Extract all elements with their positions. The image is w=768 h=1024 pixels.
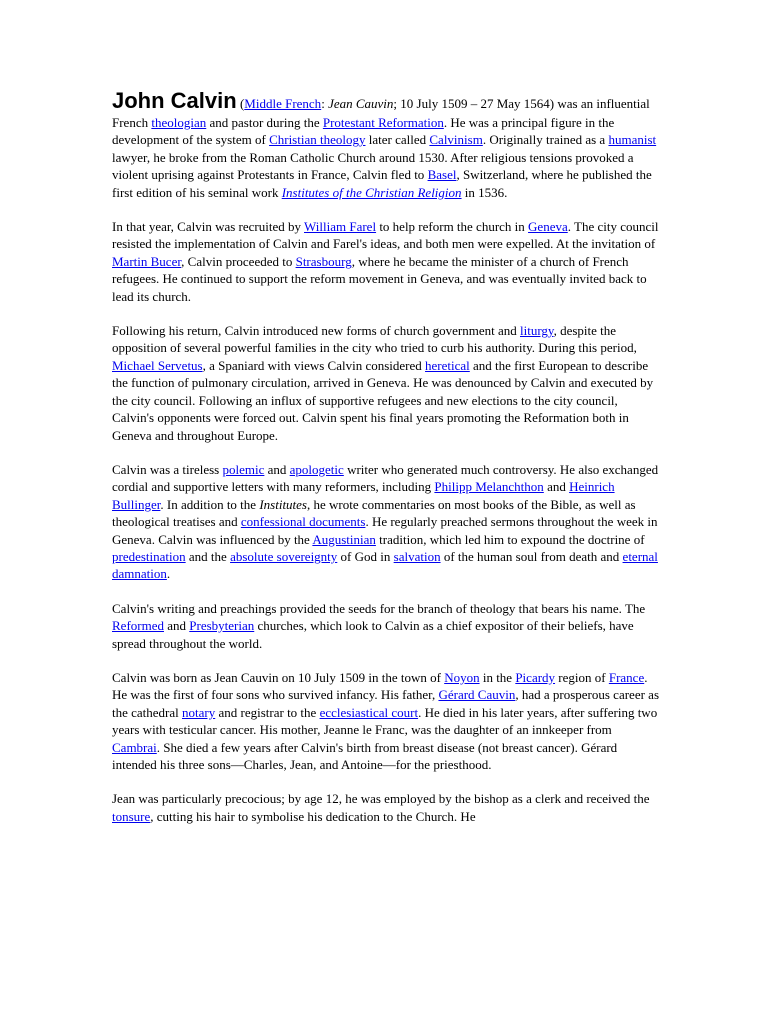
body-text: later called	[365, 132, 430, 148]
body-text: , where he became the minister of a church of French refugees. He continued to support the reform movement in Geneva, and was eventually invited back to lead its church.	[112, 253, 647, 304]
wiki-link[interactable]: Martin Bucer	[112, 253, 182, 269]
wiki-link[interactable]: Christian theology	[269, 132, 366, 148]
wiki-link[interactable]: absolute sovereignty	[230, 548, 338, 564]
wiki-link[interactable]: tonsure	[112, 808, 151, 824]
body-text: and pastor during the	[206, 115, 323, 130]
body-text: (	[239, 96, 245, 111]
wiki-link[interactable]: theologian	[151, 115, 207, 130]
body-text: , a Spaniard with views Calvin considered	[202, 357, 426, 373]
body-text: Calvin was a tireless	[112, 461, 223, 477]
body-text: In that year, Calvin was recruited by	[112, 219, 305, 235]
wiki-link[interactable]: salvation	[393, 548, 441, 564]
wiki-link[interactable]: Protestant Reformation	[322, 115, 444, 130]
wiki-link[interactable]: humanist	[608, 132, 657, 148]
article-title: John Calvin	[112, 88, 237, 113]
paragraph	[112, 790, 660, 825]
wiki-link[interactable]: Michael Servetus	[112, 357, 203, 373]
wiki-link[interactable]: notary	[182, 704, 216, 720]
body-text: Jean Cauvin	[328, 96, 394, 111]
body-text: to help reform the church in	[376, 219, 529, 235]
wiki-link[interactable]: Philipp Melanchthon	[434, 479, 544, 495]
wiki-link[interactable]: Reformed	[112, 618, 164, 634]
body-text: Jean was particularly precocious; by age 12, he was employed by the bishop as a clerk and received the	[112, 791, 650, 807]
body-text: and the	[185, 548, 231, 564]
body-text: , Calvin proceeded to	[181, 253, 296, 269]
article-body	[112, 88, 660, 842]
wiki-link[interactable]: Strasbourg	[295, 253, 352, 269]
body-text: Following his return, Calvin introduced new forms of church government and	[112, 323, 520, 339]
body-text: , had a prosperous career as the cathedral	[112, 687, 659, 720]
wiki-link[interactable]: Basel	[427, 167, 457, 183]
body-text: and	[264, 461, 290, 477]
body-text: , Switzerland, where he published the first edition of his seminal work	[112, 167, 652, 200]
wiki-link[interactable]: predestination	[112, 548, 186, 564]
wiki-link[interactable]: Gérard Cauvin	[438, 687, 516, 703]
body-text: churches, which look to Calvin as a chief expositor of their beliefs, have spread throughout the world.	[112, 618, 634, 651]
body-text: of God in	[337, 548, 394, 564]
body-text: of the human soul from death and	[440, 548, 623, 564]
body-text: , cutting his hair to symbolise his dedication to the Church. He	[150, 808, 476, 824]
body-text: . The city council resisted the implementation of Calvin and Farel's ideas, and both men were expelled. At the invitation of	[112, 219, 659, 252]
wiki-link[interactable]: ecclesiastical court	[319, 704, 419, 720]
wiki-link[interactable]: Calvinism	[429, 132, 483, 148]
body-text: and registrar to the	[215, 704, 320, 720]
wiki-link[interactable]: polemic	[222, 461, 265, 477]
body-text: . She died a few years after Calvin's birth from breast disease (not breast cancer). Gérard intended his three sons—Charles, Jean, and Antoine—for the priesthood.	[112, 739, 618, 772]
body-text: Calvin's writing and preachings provided the seeds for the branch of theology that bears his name. The	[112, 600, 646, 616]
wiki-link[interactable]: eternal damnation	[112, 548, 658, 582]
body-text: in 1536.	[461, 184, 508, 200]
wiki-link[interactable]: Augustinian	[312, 531, 376, 547]
body-text: writer who generated much controversy. He also exchanged cordial and supportive letters with many reformers, including	[112, 461, 659, 495]
wiki-link[interactable]: Heinrich Bullinger	[112, 479, 615, 512]
paragraph	[112, 669, 660, 773]
body-text: .	[166, 566, 171, 582]
paragraph	[112, 600, 660, 652]
body-text: and the first European to describe the function of pulmonary circulation, arrived in Geneva. He was denounced by Calvin and executed by the city council. Following an influx of supportive refugees and new elections to the city council, Calvin's opponents were forced out. Calvin spent his final years promoting the Reformation both in Geneva and throughout Europe.	[112, 357, 654, 443]
body-text: , despite the opposition of several powerful families in the city who tried to curb his authority. During this period,	[112, 323, 637, 356]
body-text: . He regularly preached sermons throughout the week in Geneva. Calvin was influenced by the	[112, 514, 658, 547]
wiki-link[interactable]: Geneva	[528, 219, 568, 235]
body-text: :	[321, 96, 329, 111]
wiki-link[interactable]: Noyon	[444, 669, 480, 685]
wiki-link[interactable]: liturgy	[519, 323, 554, 339]
body-text: and	[543, 479, 570, 495]
wiki-link[interactable]: Presbyterian	[189, 618, 255, 634]
body-text: region of	[555, 669, 609, 685]
body-text: in the	[479, 669, 516, 685]
paragraph	[112, 322, 660, 444]
wiki-link[interactable]: Institutes of the Christian Religion	[281, 184, 462, 200]
body-text: . Originally trained as a	[482, 132, 609, 148]
paragraph	[112, 88, 660, 201]
body-text: . He died in his later years, after suffering two years with testicular cancer. His mother, Jeanne le Franc, was the daughter of an innkeeper from	[112, 704, 658, 738]
body-text: and	[163, 618, 190, 634]
body-text: Calvin was born as Jean Cauvin on 10 July 1509 in the town of	[112, 669, 445, 685]
body-text: , he wrote commentaries on most books of the Bible, as well as theological treatises and	[112, 496, 636, 530]
wiki-link[interactable]: William Farel	[304, 219, 377, 235]
wiki-link[interactable]: Cambrai	[112, 739, 157, 755]
wiki-link[interactable]: apologetic	[289, 461, 344, 477]
body-text: lawyer, he broke from the Roman Catholic Church around 1530. After religious tensions provoked a violent uprising against Protestants in France, Calvin fled to	[112, 149, 634, 183]
body-text: ; 10 July 1509 – 27 May 1564) was an influential French	[112, 96, 650, 130]
wiki-link[interactable]: heretical	[425, 357, 470, 373]
body-text: . In addition to the	[160, 496, 260, 512]
body-text: tradition, which led him to expound the doctrine of	[375, 531, 645, 547]
paragraph	[112, 461, 660, 583]
body-text: . He was a principal figure in the development of the system of	[112, 115, 615, 148]
body-text: . He was the first of four sons who survived infancy. His father,	[112, 669, 648, 703]
paragraph	[112, 218, 660, 305]
wiki-link[interactable]: confessional documents	[240, 514, 366, 530]
wiki-link[interactable]: Picardy	[515, 669, 556, 685]
body-text: Institutes	[259, 496, 307, 512]
wiki-link[interactable]: France	[608, 669, 645, 685]
wiki-link[interactable]: Middle French	[244, 96, 322, 111]
